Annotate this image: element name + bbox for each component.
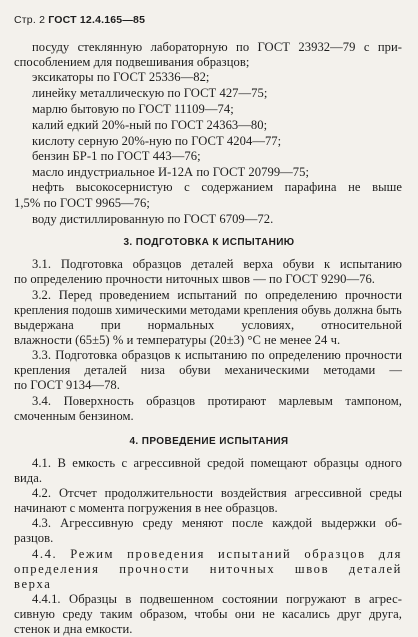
section-4-line: 4.4.1. Образцы в подвешенном состоянии погружают в агрес-	[32, 592, 402, 606]
materials-line: марлю бытовую по ГОСТ 11109—74;	[32, 102, 234, 116]
page-header	[14, 14, 145, 26]
section-4-subheading: определения прочности ниточных швов деталей	[14, 562, 402, 576]
section-4-subheading: верха	[14, 577, 52, 591]
section-4-line: вида.	[14, 471, 43, 485]
materials-line: эксикаторы по ГОСТ 25336—82;	[32, 70, 210, 84]
section-4-line: сивную среду таким образом, чтобы они не касались друг друга,	[14, 607, 402, 621]
materials-line: нефть высокосернистую с содержанием парафина не выше	[32, 180, 402, 194]
section-4-title: 4. ПРОВЕДЕНИЕ ИСПЫТАНИЯ	[129, 436, 289, 447]
section-3-line: выдержана при нормальных условиях, относительной	[14, 318, 402, 332]
section-4-line: разцов.	[14, 531, 54, 545]
section-4-line: стенок и дна емкости.	[14, 622, 133, 636]
section-3-line: по ГОСТ 9134—78.	[14, 378, 120, 392]
materials-line: 1,5% по ГОСТ 9965—76;	[14, 196, 150, 210]
section-4-line: 4.2. Отсчет продолжительности воздействия агрессивной среды	[32, 486, 402, 500]
section-3-line: 3.1. Подготовка образцов деталей верха обуви к испытанию	[32, 257, 402, 271]
materials-line: бензин БР-1 по ГОСТ 443—76;	[32, 149, 201, 163]
materials-line: посуду стеклянную лабораторную по ГОСТ 23932—79 с при-	[32, 40, 402, 54]
section-3-line: крепления подошв химическими методами крепления обувь должна быть	[14, 303, 402, 317]
section-3-line: по определению прочности ниточных швов — по ГОСТ 9290—76.	[14, 272, 375, 286]
section-4-line: начинают с момента погружения в нее образцов.	[14, 501, 278, 515]
materials-line: линейку металлическую по ГОСТ 427—75;	[32, 86, 268, 100]
section-3-line: крепления деталей низа обуви механическими методами —	[14, 363, 402, 377]
section-3-line: смоченным бензином.	[14, 409, 134, 423]
section-3-line: 3.3. Подготовка образцов к испытанию по определению прочности	[32, 348, 402, 362]
section-4-subheading: 4.4. Режим проведения испытаний образцов для	[32, 547, 402, 561]
section-3-line: влажности (65±5) % и температуры (20±3) °С не менее 24 ч.	[14, 333, 341, 347]
materials-line: способлением для подвешивания образцов;	[14, 55, 250, 69]
section-3-title: 3. ПОДГОТОВКА К ИСПЫТАНИЮ	[123, 237, 295, 248]
materials-line: калий едкий 20%-ный по ГОСТ 24363—80;	[32, 118, 268, 132]
materials-line: масло индустриальное И-12А по ГОСТ 20799—75;	[32, 165, 310, 179]
standard-designation: ГОСТ 12.4.165—85	[48, 14, 146, 26]
section-3-line: 3.2. Перед проведением испытаний по определению прочности	[32, 288, 402, 302]
section-3-line: 3.4. Поверхность образцов протирают марлевым тампоном,	[32, 394, 402, 408]
materials-line: воду дистиллированную по ГОСТ 6709—72.	[32, 212, 274, 226]
page-number: Стр. 2	[14, 14, 46, 26]
materials-line: кислоту серную 20%-ную по ГОСТ 4204—77;	[32, 134, 282, 148]
section-4-line: 4.3. Агрессивную среду меняют после каждой выдержки об-	[32, 516, 402, 530]
section-4-line: 4.1. В емкость с агрессивной средой помещают образцы одного	[32, 456, 402, 470]
